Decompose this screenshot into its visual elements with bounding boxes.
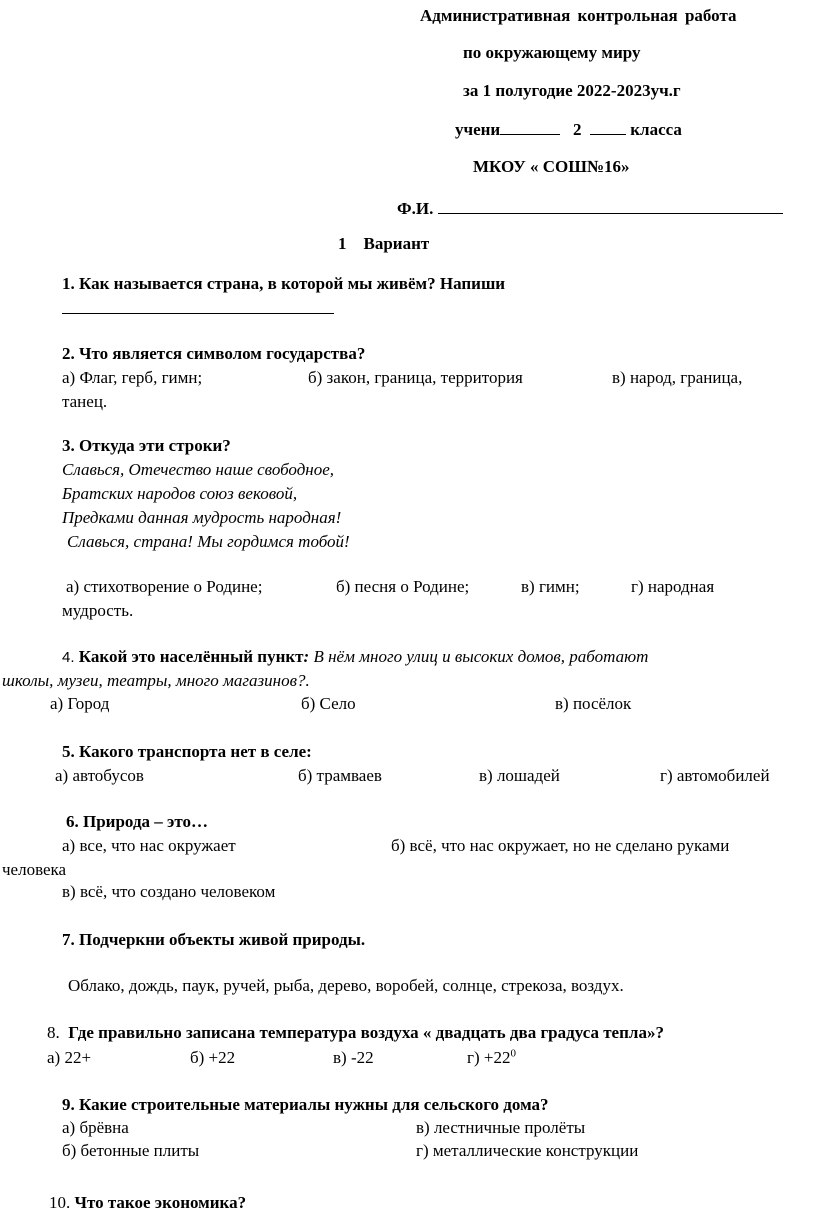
question-1: 1. Как называется страна, в которой мы живём? Напиши <box>62 274 506 293</box>
option-9b[interactable]: б) бетонные плиты <box>62 1141 200 1160</box>
poem-line-3: Предками данная мудрость народная! <box>62 508 342 527</box>
pupil-class-line <box>455 120 682 138</box>
answer-1-blank[interactable] <box>62 299 334 317</box>
question-10-title: Что такое экономика? <box>74 1193 247 1212</box>
poem-line-4: Славься, страна! Мы гордимся тобой! <box>67 532 350 551</box>
poem-line-2: Братских народов союз вековой, <box>62 484 298 503</box>
pupil-blank[interactable] <box>500 120 560 135</box>
option-2b[interactable]: б) закон, граница, территория <box>308 368 523 387</box>
option-3c[interactable]: в) гимн; <box>521 577 580 596</box>
option-8a[interactable]: а) 22+ <box>47 1048 92 1067</box>
option-2a[interactable]: а) Флаг, герб, гимн; <box>62 368 203 387</box>
question-6: 6. Природа – это… <box>66 812 209 831</box>
option-4c[interactable]: в) посёлок <box>555 694 632 713</box>
variant-heading <box>338 235 429 252</box>
living-objects-list[interactable]: Облако, дождь, паук, ручей, рыба, дерево, воробей, солнце, стрекоза, воздух. <box>68 976 624 995</box>
question-3: 3. Откуда эти строки? <box>62 436 231 455</box>
question-4-number: 4. <box>62 649 75 666</box>
pupil-label: учени <box>455 120 501 139</box>
option-5c[interactable]: в) лошадей <box>479 766 560 785</box>
question-10-number: 10. <box>49 1193 71 1212</box>
grade-number: 2 <box>572 120 582 139</box>
question-5: 5. Какого транспорта нет в селе: <box>62 742 312 761</box>
option-9a[interactable]: а) брёвна <box>62 1118 129 1137</box>
question-4-text: В нём много улиц и высоких домов, работают <box>309 647 649 666</box>
option-2c-cont: танец. <box>62 392 108 411</box>
class-label: класса <box>630 120 682 139</box>
option-5d[interactable]: г) автомобилей <box>660 766 770 785</box>
question-4 <box>62 648 648 665</box>
fio-label: Ф.И. <box>397 199 434 218</box>
question-10 <box>49 1194 246 1211</box>
poem-line-1: Славься, Отечество наше свободное, <box>62 460 335 479</box>
doc-title-line2: по окружающему миру <box>463 43 641 62</box>
option-8d-text: г) +22 <box>467 1048 511 1067</box>
fio-line <box>397 199 783 217</box>
question-4-text-cont: школы, музеи, театры, много магазинов?. <box>2 671 310 690</box>
option-4a[interactable]: а) Город <box>50 694 110 713</box>
option-4b[interactable]: б) Село <box>301 694 356 713</box>
question-7: 7. Подчеркни объекты живой природы. <box>62 930 366 949</box>
variant-number: 1 <box>338 234 347 253</box>
option-6b[interactable]: б) всё, что нас окружает, но не сделано руками <box>391 836 730 855</box>
doc-title-line3: за 1 полугодие 2022-2023уч.г <box>463 81 681 100</box>
option-8b[interactable]: б) +22 <box>190 1048 236 1067</box>
fio-blank[interactable] <box>438 199 783 214</box>
variant-label: Вариант <box>363 234 430 253</box>
question-8-title: Где правильно записана температура воздуха « двадцать два градуса тепла»? <box>68 1023 664 1042</box>
question-8 <box>47 1024 664 1041</box>
option-5a[interactable]: а) автобусов <box>55 766 144 785</box>
option-6c[interactable]: в) всё, что создано человеком <box>62 882 276 901</box>
question-9: 9. Какие строительные материалы нужны для сельского дома? <box>62 1095 549 1114</box>
option-3b[interactable]: б) песня о Родине; <box>336 577 470 596</box>
option-2c[interactable]: в) народ, граница, <box>612 368 743 387</box>
option-6a[interactable]: а) все, что нас окружает <box>62 836 236 855</box>
question-2: 2. Что является символом государства? <box>62 344 366 363</box>
option-8d-superscript: 0 <box>510 1047 516 1060</box>
option-3d[interactable]: г) народная <box>631 577 715 596</box>
question-4-title: Какой это населённый пункт <box>78 647 304 666</box>
option-3d-cont: мудрость. <box>62 601 134 620</box>
option-8d[interactable] <box>467 1049 516 1066</box>
option-9c[interactable]: в) лестничные пролёты <box>416 1118 586 1137</box>
question-8-number: 8. <box>47 1023 60 1042</box>
option-6b-cont: человека <box>2 860 67 879</box>
option-9d[interactable]: г) металлические конструкции <box>416 1141 639 1160</box>
school-name: МКОУ « СОШ№16» <box>473 157 630 176</box>
question-4-colon: : <box>303 647 310 666</box>
option-5b[interactable]: б) трамваев <box>298 766 382 785</box>
option-8c[interactable]: в) -22 <box>333 1048 374 1067</box>
class-letter-blank[interactable] <box>590 120 626 135</box>
option-3a[interactable]: а) стихотворение о Родине; <box>66 577 263 596</box>
doc-title-line1: Административная контрольная работа <box>420 6 737 25</box>
